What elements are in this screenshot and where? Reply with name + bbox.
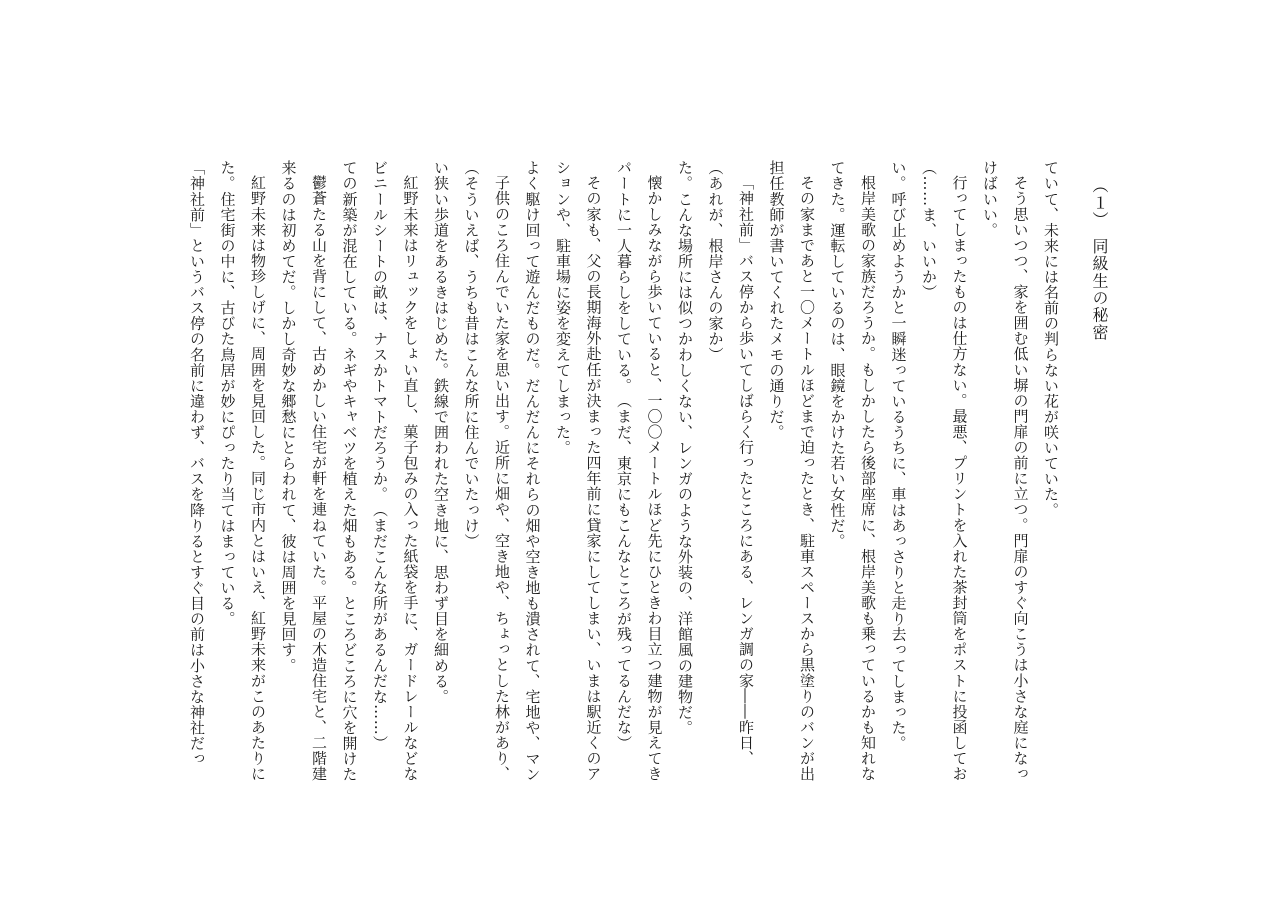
text-column: ビニールシートの畝は、ナスかトマトだろうか。 (371, 160, 389, 503)
text-column: ていて、未来には名前の判らない花が咲いていた。 (1042, 160, 1060, 518)
text-column: てきた。運転しているのは、眼鏡をかけた若い女性だ。 (828, 160, 847, 549)
text-column: 子供のころ住んでいた家を思い出す。近所に畑や、空き地や、ちょっとした林があり、 (493, 175, 511, 782)
text-column: （あれが、根岸さんの家か） (706, 160, 725, 363)
text-column: い狭い歩道をあるきはじめた。鉄線で囲われた空き地に、思わず目を細める。 (432, 160, 450, 705)
text-column: た。こんな場所には似つかわしくない、レンガのような外装の、洋館風の建物だ。 (676, 160, 694, 736)
text-column: （まだこんな所があるんだな……） (371, 502, 389, 751)
text-column: 根岸美歌の家族だろうか。もしかしたら後部座席に、根岸美歌も乗っているかも知れな (859, 175, 877, 782)
text-column: 「神社前」というバス停の名前に違わず、バスを降りるとすぐ目の前は小さな神社だっ (188, 160, 206, 767)
text-column: 「神社前」バス停から歩いてしばらく行ったところにある、レンガ調の家――昨日、 (737, 175, 755, 766)
text-column: 懐かしみながら歩いていると、一〇〇メートルほど先にひときわ目立つ建物が見えてき (645, 175, 664, 782)
text-column: 紅野未来はリュックをしょい直し、菓子包みの入った紙袋を手に、ガードレールなどな (401, 175, 420, 782)
text-column: 担任教師が書いてくれたメモの通りだ。 (767, 160, 786, 440)
text-column: 来るのは初めてだ。しかし奇妙な郷愁にとらわれて、彼は周囲を見回す。 (279, 160, 298, 674)
text-column: 行ってしまったものは仕方ない。最悪、プリントを入れた茶封筒をポストに投函してお (950, 175, 969, 782)
text-column: 紅野未来は物珍しげに、周囲を見回した。同じ市内とはいえ、紅野未来がこのあたりに (249, 175, 267, 782)
text-column: けばいい。 (981, 160, 999, 238)
text-column: パートに一人暮らしをしている。 (615, 160, 633, 394)
text-column: （まだ、東京にもこんなところが残ってるんだな） (615, 393, 633, 751)
text-column: そう思いつつ、家を囲む低い塀の門扉の前に立つ。門扉のすぐ向こうは小さな庭になっ (1011, 175, 1030, 782)
text-column: ての新築が混在している。ネギやキャベツを植えた畑もある。ところどころに穴を開けた (340, 160, 359, 782)
chapter-title: （１） 同級生の秘密 (1090, 177, 1109, 341)
text-column: 鬱蒼たる山を背にして、古めかしい住宅が軒を連ねていた。平屋の木造住宅と、二階建 (310, 175, 328, 782)
text-column: ションや、駐車場に姿を変えてしまった。 (554, 160, 572, 456)
text-column: その家まであと一〇メートルほどまで迫ったとき、駐車スペースから黒塗りのバンが出 (798, 175, 816, 782)
text-column: た。住宅街の中に、古びた鳥居が妙にぴったり当てはまっている。 (218, 160, 237, 627)
text-column: （そういえば、うちも昔はこんな所に住んでいたっけ） (462, 160, 481, 549)
body-text (174, 160, 1059, 800)
text-column: その家も、父の長期海外赴任が決まった四年前に貸家にしてしまい、いまは駅近くのア (584, 175, 603, 782)
text-column: よく駆け回って遊んだものだ。だんだんにそれらの畑や空き地も潰されて、宅地や、マン (523, 160, 542, 782)
text-column: い。呼び止めようかと一瞬迷っているうちに、車はあっさりと走り去ってしまった。 (889, 160, 908, 751)
text-column: （……ま、いいか） (920, 160, 938, 300)
